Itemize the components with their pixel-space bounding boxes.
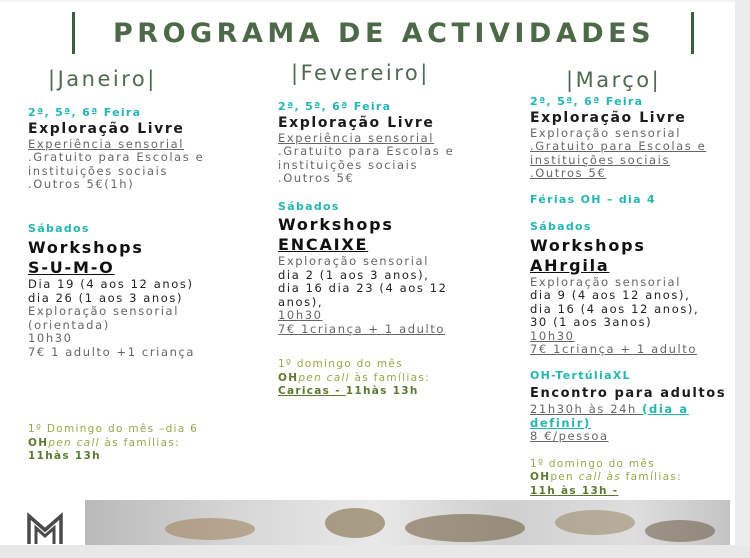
mar-free-line2: instituições sociais — [530, 152, 671, 167]
feb-sunday: 1º domingo do mês — [278, 358, 403, 370]
mar-free-line1: .Gratuito para Escolas e — [530, 139, 707, 153]
top-edge — [0, 0, 735, 2]
feb-date3: anos), — [278, 294, 324, 309]
mar-time: 10h30 — [530, 328, 575, 343]
mar-ferias: Férias OH – dia 4 — [530, 192, 656, 206]
mar-encontro-price: 8 €/pessoa — [530, 429, 609, 443]
jan-open-call-time: 11hàs 13h — [28, 450, 101, 462]
feb-date2: dia 16 dia 23 (4 aos 12 — [278, 281, 448, 295]
mar-encontro-time: 21h30h às 24h (dia a definir) — [530, 402, 689, 430]
feb-exploration: Exploração sensorial — [278, 254, 429, 268]
feb-sensory: Experiência sensorial — [278, 130, 435, 145]
mar-price: 7€ 1criança + 1 adulto — [530, 342, 698, 356]
feb-open-call-time: Caricas - 11hàs 13h — [278, 385, 419, 397]
mar-others: .Outros 5€ — [530, 166, 607, 180]
column-fevereiro — [278, 100, 518, 399]
title-block — [70, 8, 698, 58]
mar-date2: dia 16 (4 aos 12 anos), — [530, 301, 700, 316]
mar-saturdays: Sábados — [530, 220, 592, 233]
feb-price: 7€ 1criança + 1 adulto — [278, 321, 446, 336]
feb-date1: dia 2 (1 aos 3 anos), — [278, 267, 430, 282]
mar-activity-name: Exploração Livre — [530, 109, 687, 126]
mar-open-call: OHpen call às famílias: — [530, 471, 682, 483]
mar-tertulia: OH-TertúliaXL — [530, 368, 631, 382]
mar-date3: 30 (1 aos 3anos) — [530, 315, 653, 329]
jan-date1: Dia 19 (4 aos 12 anos) — [28, 277, 194, 291]
jan-workshop-name: S-U-M-O — [28, 258, 115, 277]
workshop-photo — [85, 500, 730, 545]
mar-sunday: 1º domingo do mês — [530, 457, 655, 470]
jan-free-line1: .Gratuito para Escolas e — [28, 150, 205, 164]
mar-workshop-name: AHrgila — [530, 255, 610, 275]
month-fevereiro: |Fevereiro| — [291, 61, 430, 85]
jan-free-line2: instituições sociais — [28, 163, 169, 178]
jan-time: 10h30 — [28, 331, 73, 345]
jan-exploration: Exploração sensorial — [28, 304, 179, 318]
feb-workshops: Workshops — [278, 215, 394, 234]
logo-icon — [27, 510, 63, 545]
jan-sensory: Experiência sensorial — [28, 136, 185, 151]
feb-free-line2: instituições sociais — [278, 157, 419, 172]
mar-date-link[interactable]: (dia a definir) — [530, 402, 689, 430]
mar-exploration: Exploração sensorial — [530, 274, 681, 289]
mar-open-call-time: 11h às 13h - — [530, 484, 619, 497]
jan-days: 2ª, 5ª, 6ª Feira — [28, 106, 142, 119]
jan-workshops: Workshops — [28, 238, 144, 257]
bottom-edge — [0, 545, 750, 558]
page-title: PROGRAMA DE ACTIVIDADES — [112, 18, 656, 49]
feb-activity-name: Exploração Livre — [278, 114, 435, 131]
feb-days: 2ª, 5ª, 6ª Feira — [278, 100, 392, 113]
mar-days: 2ª, 5ª, 6ª Feira — [530, 95, 644, 108]
feb-saturdays: Sábados — [278, 199, 340, 213]
title-bar-right — [691, 12, 694, 54]
jan-open-call: OHpen call às famílias: — [28, 436, 180, 449]
jan-activity-name: Exploração Livre — [28, 120, 185, 137]
feb-open-call: OHpen call às famílias: — [278, 371, 430, 384]
feb-others: .Outros 5€ — [278, 171, 355, 185]
jan-others: .Outros 5€(1h) — [28, 177, 135, 191]
feb-time: 10h30 — [278, 308, 323, 322]
mar-date1: dia 9 (4 aos 12 anos), — [530, 288, 691, 302]
month-janeiro: |Janeiro| — [48, 67, 157, 91]
column-marco — [530, 95, 735, 498]
feb-free-line1: .Gratuito para Escolas e — [278, 144, 455, 158]
mar-sensory: Exploração sensorial — [530, 125, 681, 140]
jan-price: 7€ 1 adulto +1 criança — [28, 344, 196, 359]
mar-encontro: Encontro para adultos — [530, 386, 727, 401]
jan-date2: dia 26 (1 aos 3 anos) — [28, 290, 184, 305]
jan-sunday: 1º Domingo do mês –dia 6 — [28, 423, 199, 435]
mar-workshops: Workshops — [530, 235, 646, 255]
month-marco: |Março| — [566, 68, 662, 92]
feb-caricas-link[interactable]: Caricas - — [278, 385, 346, 397]
jan-saturdays: Sábados — [28, 221, 90, 235]
feb-workshop-name: ENCAIXE — [278, 235, 369, 254]
column-janeiro — [28, 106, 268, 464]
jan-oriented: (orientada) — [28, 317, 110, 332]
